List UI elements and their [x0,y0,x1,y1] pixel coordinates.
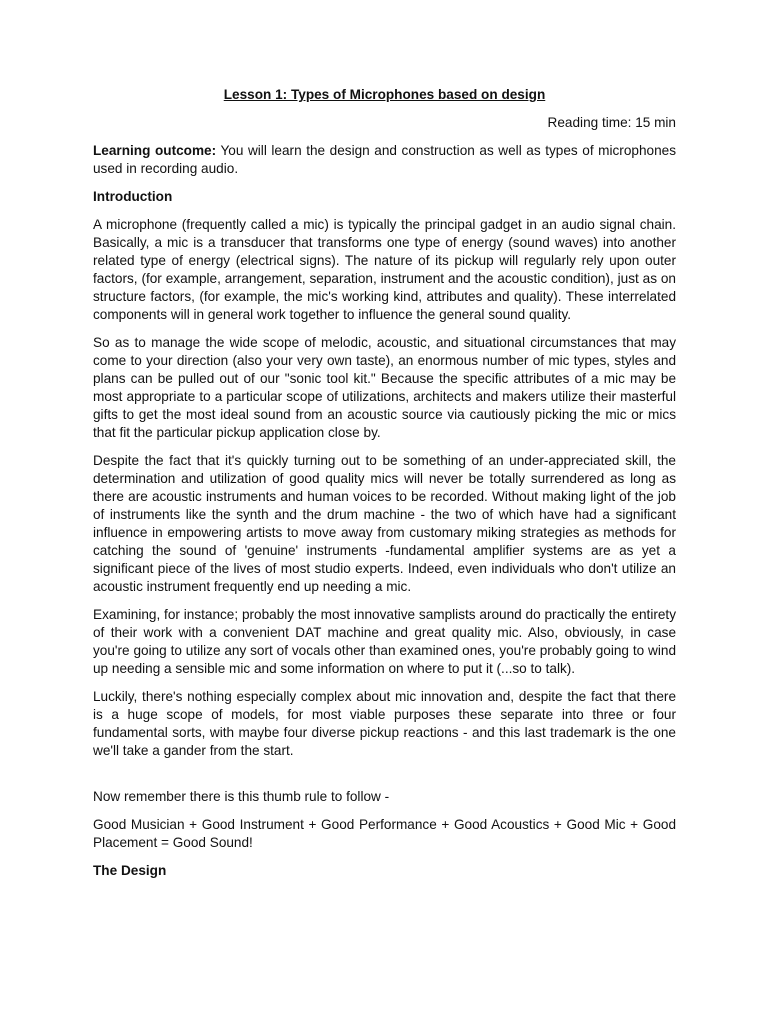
paragraph-5: Luckily, there's nothing especially complex about mic innovation and, despite the fact that there is a huge scope of models, for most viable purposes these separate into three or four fundamental sorts, with maybe four diverse pickup reactions - and this last trademark is the one we'll take a gander from the start. [93,689,676,758]
lesson-title: Lesson 1: Types of Microphones based on design [223,87,546,102]
paragraph-4: Examining, for instance; probably the most innovative samplists around do practically the entirety of their work with a convenient DAT machine and great quality mic. Also, obviously, in case you're going to utilize any sort of vocals other than examined ones, you're probably going to wind up needing a sensible mic and some information on where to put it (...so to talk). [93,607,676,676]
design-heading: The Design [93,863,167,878]
document-page [93,86,676,890]
paragraph-3: Despite the fact that it's quickly turning out to be something of an under-appreciated skill, the determination and utilization of good quality mics will never be totally surrendered as long as there are acoustic instruments and human voices to be recorded. Without making light of the job of instruments like the synth and the drum machine - the two of which have had a significant influence in empowering artists to move away from customary miking strategies as methods for catching the sound of 'genuine' instruments -fundamental amplifier systems are as yet a significant piece of the lives of most studio experts. Indeed, even individuals who don't utilize an acoustic instrument frequently end up needing a mic. [93,453,676,594]
spacer [93,770,676,788]
learning-outcome [93,142,676,178]
learning-outcome-label: Learning outcome: [93,143,217,158]
paragraph-1: A microphone (frequently called a mic) is typically the principal gadget in an audio signal chain. Basically, a mic is a transducer that transforms one type of energy (sound waves) into another related type of energy (electrical signs). The nature of its pickup will regularly rely upon outer factors, (for example, arrangement, separation, instrument and the acoustic condition), just as on structure factors, (for example, the mic's working kind, attributes and quality). These interrelated components will in general work together to influence the general sound quality. [93,217,676,322]
thumb-rule: Good Musician + Good Instrument + Good Performance + Good Acoustics + Good Mic + Good Placement = Good Sound! [93,817,676,850]
reading-time: Reading time: 15 min [547,115,676,130]
thumb-rule-intro: Now remember there is this thumb rule to follow - [93,789,390,804]
paragraph-2: So as to manage the wide scope of melodic, acoustic, and situational circumstances that may come to your direction (also your very own taste), an enormous number of mic types, styles and plans can be pulled out of our "sonic tool kit." Because the specific attributes of a mic may be most appropriate to a particular scope of utilizations, architects and makers utilize their masterful gifts to get the most ideal sound from an acoustic source via cautiously picking the mic or mics that fit the particular pickup application close by. [93,335,676,440]
learning-outcome-text: You will learn the design and construction as well as types of microphones used in recording audio. [93,143,676,176]
introduction-heading: Introduction [93,189,173,204]
